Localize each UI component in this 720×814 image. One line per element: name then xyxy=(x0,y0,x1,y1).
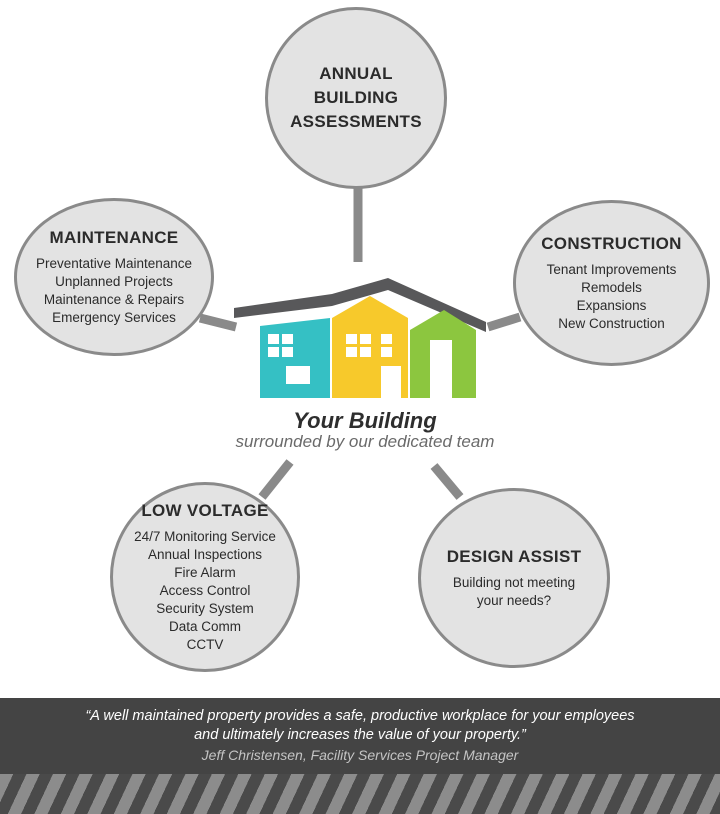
center-title: Your Building xyxy=(293,408,437,433)
node-item: Security System xyxy=(156,601,254,617)
node-title: MAINTENANCE xyxy=(49,227,179,247)
teal-building xyxy=(260,318,330,398)
node-item: Preventative Maintenance xyxy=(35,256,193,272)
quote-line: and ultimately increases the value of your property.” xyxy=(194,727,526,743)
node-item: Access Control xyxy=(159,583,251,599)
quote-line: “A well maintained property provides a safe, productive workplace for your employees xyxy=(85,708,635,724)
node-title: CONSTRUCTION xyxy=(541,233,682,253)
node-item: your needs? xyxy=(476,593,552,609)
title-line: ANNUAL xyxy=(319,64,393,83)
connector-construction xyxy=(488,317,520,327)
node-title: DESIGN ASSIST xyxy=(446,546,582,566)
quote-attribution: Jeff Christensen, Facility Services Project Manager xyxy=(201,747,519,763)
connector-low-voltage xyxy=(262,462,290,497)
node-item: Annual Inspections xyxy=(147,547,263,563)
yellow-building xyxy=(332,296,408,398)
quote-band xyxy=(0,698,720,774)
node-items xyxy=(36,255,192,327)
node-annual-building-assessments xyxy=(265,7,447,189)
connector-maintenance xyxy=(200,318,236,327)
node-item: Emergency Services xyxy=(52,310,176,326)
center-subtitle: surrounded by our dedicated team xyxy=(235,432,495,451)
node-item: Maintenance & Repairs xyxy=(43,292,185,308)
quote-text xyxy=(40,707,680,745)
node-item: CCTV xyxy=(186,637,224,653)
node-low-voltage xyxy=(110,482,300,672)
node-construction xyxy=(513,200,710,366)
node-items xyxy=(134,528,276,654)
node-title xyxy=(290,62,422,134)
node-item: Data Comm xyxy=(168,619,241,635)
title-line: ASSESSMENTS xyxy=(290,112,422,131)
connector-design-assist xyxy=(434,466,460,497)
node-items xyxy=(453,574,575,610)
node-item: Fire Alarm xyxy=(174,565,236,581)
node-item: Tenant Improvements xyxy=(546,262,677,278)
node-item: Building not meeting xyxy=(452,575,576,591)
node-item: Unplanned Projects xyxy=(55,274,173,290)
node-items xyxy=(547,261,677,333)
node-item: Expansions xyxy=(576,298,647,314)
node-maintenance xyxy=(14,198,214,356)
building-icon xyxy=(234,270,490,406)
decorative-stripes xyxy=(0,774,720,814)
node-item: 24/7 Monitoring Service xyxy=(134,529,276,545)
node-title: LOW VOLTAGE xyxy=(141,500,269,520)
node-design-assist xyxy=(418,488,610,668)
title-line: BUILDING xyxy=(313,88,399,107)
node-item: New Construction xyxy=(558,316,665,332)
node-item: Remodels xyxy=(581,280,642,296)
